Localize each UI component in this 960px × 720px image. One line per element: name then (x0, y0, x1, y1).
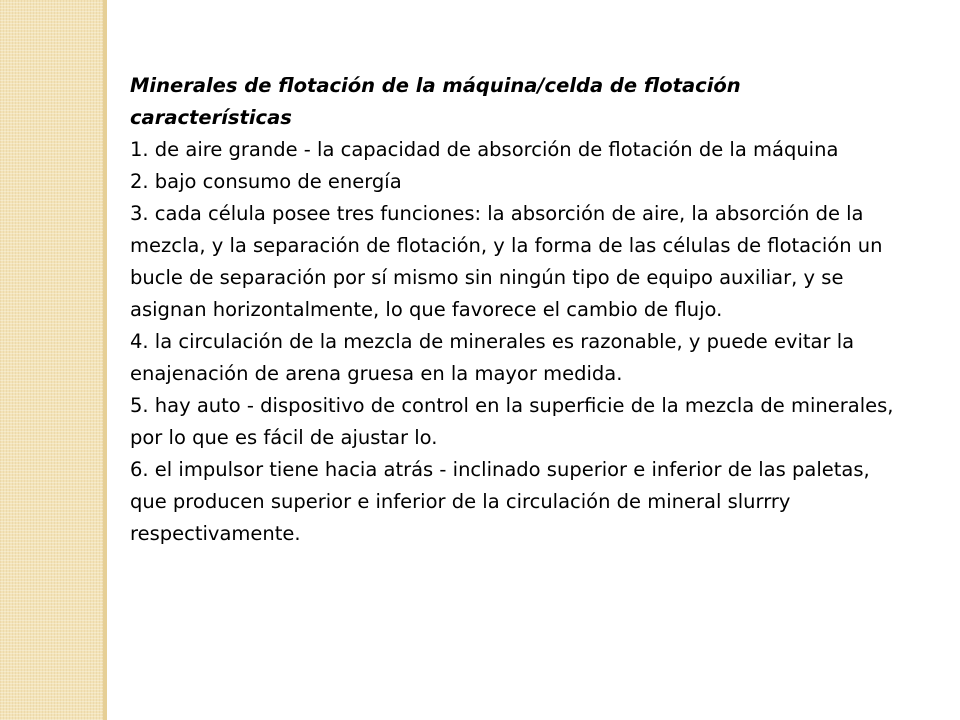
list-item-1: 1. de aire grande - la capacidad de absorción de flotación de la máquina (130, 138, 839, 161)
list-item-2: 2. bajo consumo de energía (130, 170, 402, 193)
slide-title: Minerales de flotación de la máquina/celda de flotación características (130, 74, 741, 129)
list-item-6: 6. el impulsor tiene hacia atrás - inclinado superior e inferior de las paletas, que producen superior e inferior de la circulación de mineral slurrry respectivamente. (130, 458, 870, 545)
side-band-edge (103, 0, 107, 720)
list-item-3: 3. cada célula posee tres funciones: la absorción de aire, la absorción de la mezcla, y la separación de flotación, y la forma de las células de flotación un bucle de separación por sí mismo sin ningún tipo de equipo auxiliar, y se asignan horizontalmente, lo que favorece el cambio de flujo. (130, 202, 883, 321)
list-item-5: 5. hay auto - dispositivo de control en la superficie de la mezcla de minerales, por lo que es fácil de ajustar lo. (130, 394, 894, 449)
list-item-4: 4. la circulación de la mezcla de minerales es razonable, y puede evitar la enajenación de arena gruesa en la mayor medida. (130, 330, 855, 385)
decorative-side-band (0, 0, 103, 720)
slide-content (130, 70, 900, 550)
